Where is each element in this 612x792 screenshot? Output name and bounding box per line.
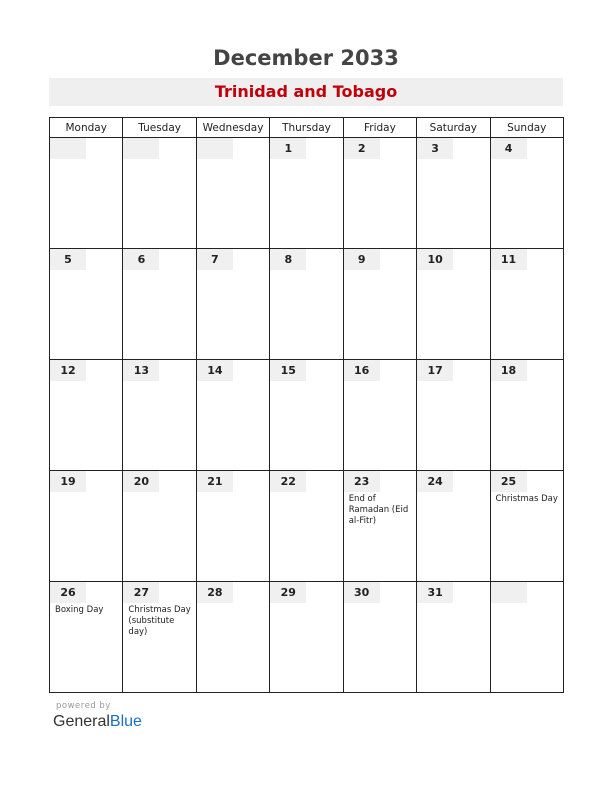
day-number: 24 — [417, 471, 453, 492]
day-number: 30 — [344, 582, 380, 603]
day-number: 5 — [50, 249, 86, 270]
day-number — [50, 138, 86, 159]
day-cell — [343, 249, 416, 360]
day-cell — [196, 471, 269, 582]
weekday-header-friday: Friday — [343, 118, 416, 138]
day-number: 18 — [491, 360, 527, 381]
day-cell — [123, 138, 196, 249]
day-number — [197, 138, 233, 159]
day-number: 31 — [417, 582, 453, 603]
country-banner — [49, 78, 563, 106]
day-number: 20 — [123, 471, 159, 492]
holiday-list — [491, 492, 563, 505]
day-cell — [196, 249, 269, 360]
day-number: 1 — [270, 138, 306, 159]
weekday-header-tuesday: Tuesday — [123, 118, 196, 138]
day-cell — [343, 582, 416, 693]
day-number: 13 — [123, 360, 159, 381]
day-number: 14 — [197, 360, 233, 381]
day-cell — [270, 360, 343, 471]
weekday-header-row — [50, 118, 564, 138]
day-number: 8 — [270, 249, 306, 270]
brand-blue: Blue — [109, 713, 142, 730]
weekday-header-sunday: Sunday — [490, 118, 563, 138]
day-cell — [270, 471, 343, 582]
day-number: 17 — [417, 360, 453, 381]
week-row — [50, 471, 564, 582]
day-number: 22 — [270, 471, 306, 492]
weekday-header-thursday: Thursday — [270, 118, 343, 138]
day-cell — [50, 138, 123, 249]
day-number — [491, 582, 527, 603]
day-number: 12 — [50, 360, 86, 381]
day-cell — [417, 582, 490, 693]
day-number: 10 — [417, 249, 453, 270]
day-cell — [50, 249, 123, 360]
day-cell — [490, 138, 563, 249]
holiday-label: End of Ramadan (Eid al-Fitr) — [348, 494, 409, 526]
weekday-header-wednesday: Wednesday — [196, 118, 269, 138]
day-cell — [417, 249, 490, 360]
day-cell — [270, 249, 343, 360]
holiday-list — [344, 492, 416, 527]
day-cell — [417, 360, 490, 471]
day-cell — [196, 360, 269, 471]
day-number: 21 — [197, 471, 233, 492]
holiday-list — [50, 603, 122, 616]
day-number: 7 — [197, 249, 233, 270]
day-number: 9 — [344, 249, 380, 270]
day-cell — [50, 471, 123, 582]
day-number: 25 — [491, 471, 527, 492]
day-cell — [490, 360, 563, 471]
day-cell — [123, 249, 196, 360]
week-row — [50, 582, 564, 693]
day-number: 2 — [344, 138, 380, 159]
day-cell — [50, 360, 123, 471]
calendar-grid — [49, 117, 564, 693]
day-cell — [417, 471, 490, 582]
day-cell — [343, 138, 416, 249]
brand-general: General — [53, 713, 110, 730]
day-number: 26 — [50, 582, 86, 603]
day-number: 15 — [270, 360, 306, 381]
day-number: 11 — [491, 249, 527, 270]
day-cell — [490, 249, 563, 360]
day-cell — [490, 582, 563, 693]
holiday-list — [123, 603, 195, 638]
holiday-label: Boxing Day — [55, 605, 104, 615]
generalblue-logo[interactable] — [53, 713, 142, 731]
day-cell — [196, 582, 269, 693]
powered-by-text: powered by — [56, 701, 111, 711]
week-row — [50, 249, 564, 360]
day-number: 16 — [344, 360, 380, 381]
day-number: 19 — [50, 471, 86, 492]
country-name: Trinidad and Tobago — [214, 82, 398, 101]
day-number: 29 — [270, 582, 306, 603]
day-cell — [196, 138, 269, 249]
day-number — [123, 138, 159, 159]
day-cell — [123, 471, 196, 582]
day-cell — [490, 471, 563, 582]
day-number: 27 — [123, 582, 159, 603]
day-cell — [417, 138, 490, 249]
day-number: 4 — [491, 138, 527, 159]
holiday-label: Christmas Day (substitute day) — [128, 605, 191, 637]
day-number: 3 — [417, 138, 453, 159]
weekday-header-monday: Monday — [50, 118, 123, 138]
week-row — [50, 360, 564, 471]
day-cell — [343, 471, 416, 582]
holiday-label: Christmas Day — [495, 494, 558, 504]
day-number: 23 — [344, 471, 380, 492]
day-cell — [270, 138, 343, 249]
day-cell — [343, 360, 416, 471]
day-cell — [123, 360, 196, 471]
weekday-header-saturday: Saturday — [417, 118, 490, 138]
day-cell — [123, 582, 196, 693]
day-cell — [270, 582, 343, 693]
day-number: 28 — [197, 582, 233, 603]
week-row — [50, 138, 564, 249]
day-cell — [50, 582, 123, 693]
day-number: 6 — [123, 249, 159, 270]
page-title: December 2033 — [213, 46, 399, 70]
